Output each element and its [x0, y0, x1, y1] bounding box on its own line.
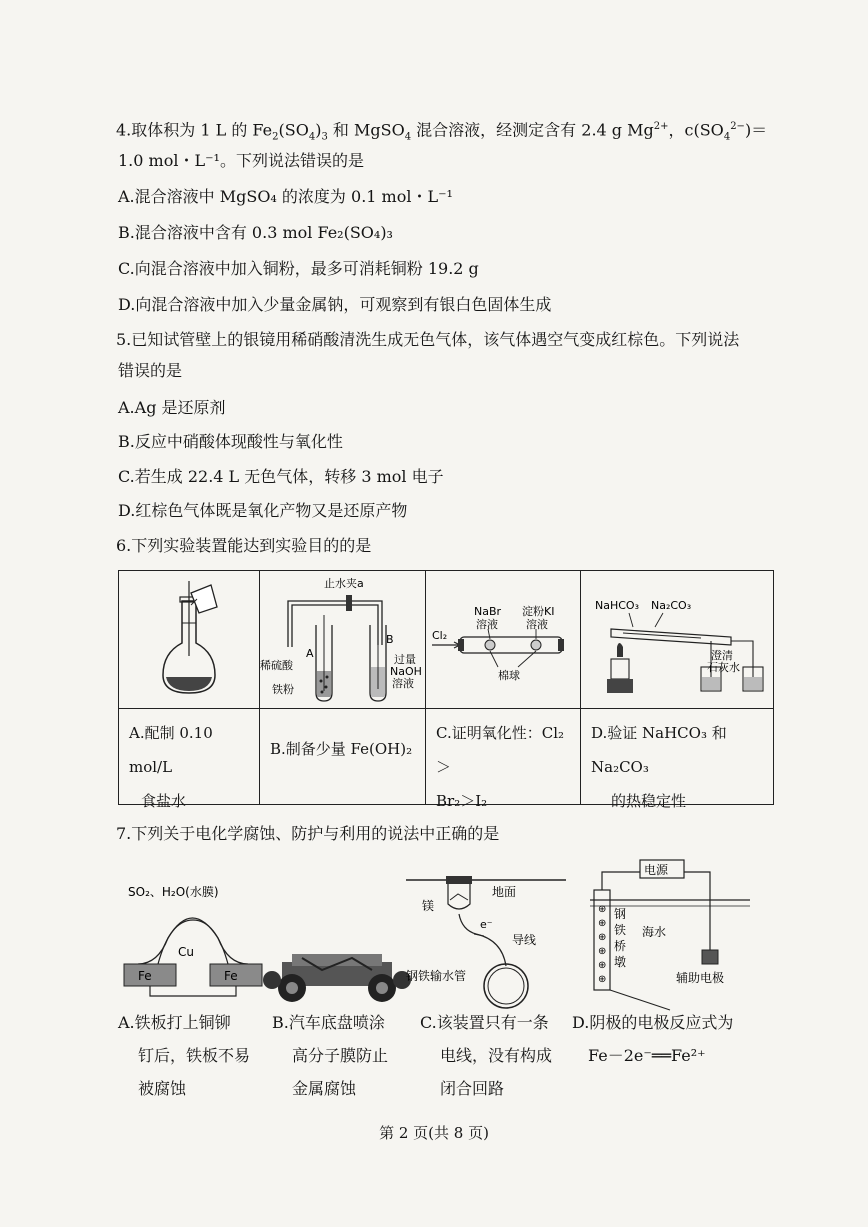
nabr-label-2: 溶液 — [476, 618, 498, 631]
so2-water-film-label: SO₂、H₂O(水膜) — [128, 885, 219, 899]
plus-mark: ⊕ — [598, 932, 607, 943]
pier-char-1: 钢 — [614, 907, 627, 921]
q6-caption-b — [260, 708, 426, 804]
tube-a-label: A — [306, 647, 314, 660]
q5-option-d: D.红棕色气体既是氧化产物又是还原产物 — [118, 501, 408, 520]
caption-b-line1: B.制备少量 Fe(OH)₂ — [270, 740, 413, 758]
iron-plate-left-label: Fe — [138, 969, 152, 983]
q6-caption-a — [119, 708, 260, 810]
q7-caption-a-line1: A.铁板打上铜铆 — [118, 1013, 231, 1032]
q7-caption-d-line2: Fe－2e⁻══Fe²⁺ — [588, 1046, 706, 1065]
power-source-label: 电源 — [644, 863, 669, 877]
q5-stem-line1: 5.已知试管壁上的银镜用稀硝酸清洗生成无色气体，该气体遇空气变成红棕色。下列说法 — [116, 330, 740, 349]
q6-figure-b — [260, 571, 426, 708]
q7-caption-b-line2: 高分子膜防止 — [292, 1046, 389, 1065]
naoh-label-2: NaOH — [390, 665, 422, 678]
na2co3-label: Na₂CO₃ — [651, 599, 692, 612]
q5-option-c: C.若生成 22.4 L 无色气体，转移 3 mol 电子 — [118, 467, 444, 486]
q7-caption-b-line3: 金属腐蚀 — [292, 1079, 357, 1098]
q6-stem: 6.下列实验装置能达到实验目的的是 — [116, 536, 372, 555]
auxiliary-electrode-label: 辅助电极 — [676, 971, 725, 985]
cotton-ball-label: 棉球 — [498, 669, 520, 682]
nabr-label-1: NaBr — [474, 605, 502, 618]
starch-ki-label-1: 淀粉KI — [522, 605, 555, 618]
wire-label: 导线 — [512, 933, 537, 947]
q7-caption-c-line3: 闭合回路 — [440, 1079, 505, 1098]
caption-c-line1: C.证明氧化性：Cl₂＞ — [436, 724, 564, 776]
ground-label: 地面 — [492, 885, 517, 899]
electron-label: e⁻ — [480, 918, 493, 931]
dilute-sulfuric-acid-label: 稀硫酸 — [260, 659, 293, 672]
halogen-tube-figure — [426, 571, 581, 707]
q7-caption-c-line1: C.该装置只有一条 — [420, 1013, 549, 1032]
page-footer: 第 2 页(共 8 页) — [379, 1124, 489, 1142]
volumetric-flask-figure — [119, 571, 259, 707]
q6-figure-c — [426, 571, 581, 708]
iron-powder-label: 铁粉 — [272, 683, 294, 696]
plus-mark: ⊕ — [598, 904, 607, 915]
q7-caption-c-line2: 电线，没有构成 — [440, 1046, 553, 1065]
q5-option-a: A.Ag 是还原剂 — [118, 398, 226, 417]
ferrous-hydroxide-apparatus-figure — [260, 571, 426, 707]
pier-char-2: 铁 — [614, 923, 627, 937]
caption-d-line1: D.验证 NaHCO₃ 和 Na₂CO₃ — [591, 724, 727, 776]
q6-figure-a — [119, 571, 260, 708]
q6-caption-row — [119, 708, 773, 810]
copper-label: Cu — [178, 945, 194, 959]
caption-a-line1: A.配制 0.10 mol/L — [129, 724, 213, 776]
q4-option-b: B.混合溶液中含有 0.3 mol Fe₂(SO₄)₃ — [118, 223, 393, 242]
plus-mark: ⊕ — [598, 974, 607, 985]
q7-caption-b — [272, 1006, 422, 1105]
q6-caption-c — [426, 708, 581, 810]
q7-caption-a — [118, 1006, 268, 1105]
q7-figure-d-impressed-current — [580, 850, 760, 1020]
limewater-label-1: 澄清 — [711, 649, 733, 662]
q7-figure-c-sacrificial-anode — [402, 870, 572, 1010]
pier-char-4: 墩 — [614, 955, 627, 969]
q7-caption-d-line1: D.阴极的电极反应式为 — [572, 1013, 734, 1032]
q6-caption-d — [581, 708, 773, 810]
q4-option-a: A.混合溶液中 MgSO₄ 的浓度为 0.1 mol・L⁻¹ — [118, 187, 453, 206]
q7-caption-b-line1: B.汽车底盘喷涂 — [272, 1013, 385, 1032]
q7-caption-c — [420, 1006, 570, 1105]
iron-plate-right-label: Fe — [224, 969, 238, 983]
q7-figure-a — [118, 880, 268, 1000]
magnesium-label: 镁 — [422, 899, 435, 913]
q7-stem: 7.下列关于电化学腐蚀、防护与利用的说法中正确的是 — [116, 824, 500, 843]
q4-stem-line1: 4.取体积为 1 L 的 $Fe_2(SO_4)_3$ 和 MgSO$_4$ 混合溶液，经测定含有 2.4 g $Mg^{2+}$，$c(SO_4^{2-})=$ — [116, 120, 768, 143]
q7-caption-a-line2: 钉后，铁板不易 — [138, 1046, 251, 1065]
q7-caption-d — [572, 1006, 762, 1072]
q6-figure-d — [581, 571, 773, 708]
clamp-label: 止水夹a — [324, 577, 364, 590]
q5-stem-line2: 错误的是 — [118, 361, 183, 380]
q4-stem-line2: 1.0 mol・L⁻¹。下列说法错误的是 — [118, 151, 364, 170]
naoh-label-3: 溶液 — [392, 677, 414, 690]
chlorine-label: Cl₂ — [432, 629, 448, 642]
q5-option-b: B.反应中硝酸体现酸性与氧化性 — [118, 432, 343, 451]
starch-ki-label-2: 溶液 — [526, 618, 548, 631]
q7-caption-a-line3: 被腐蚀 — [138, 1079, 187, 1098]
q4-option-d: D.向混合溶液中加入少量金属钠，可观察到有银白色固体生成 — [118, 295, 552, 314]
q6-figure-row — [119, 571, 773, 709]
seawater-label: 海水 — [642, 925, 667, 939]
plus-mark: ⊕ — [598, 918, 607, 929]
thermal-stability-apparatus-figure — [581, 571, 773, 707]
plus-mark: ⊕ — [598, 960, 607, 971]
plus-mark: ⊕ — [598, 946, 607, 957]
steel-pipe-label: 钢铁输水管 — [406, 969, 467, 983]
caption-c-line2: Br₂＞I₂ — [436, 792, 488, 810]
naoh-label-1: 过量 — [394, 653, 416, 666]
pier-char-3: 桥 — [614, 939, 627, 953]
q6-experiment-table — [118, 570, 774, 810]
nahco3-label: NaHCO₃ — [595, 599, 639, 612]
q4-option-c: C.向混合溶液中加入铜粉，最多可消耗铜粉 19.2 g — [118, 259, 479, 278]
limewater-label-2: 石灰水 — [707, 661, 740, 674]
q7-figure-b-car-chassis — [262, 944, 412, 1006]
tube-b-label: B — [386, 633, 394, 646]
caption-d-line2: 的热稳定性 — [611, 792, 687, 810]
caption-a-line2: 食盐水 — [141, 792, 187, 810]
